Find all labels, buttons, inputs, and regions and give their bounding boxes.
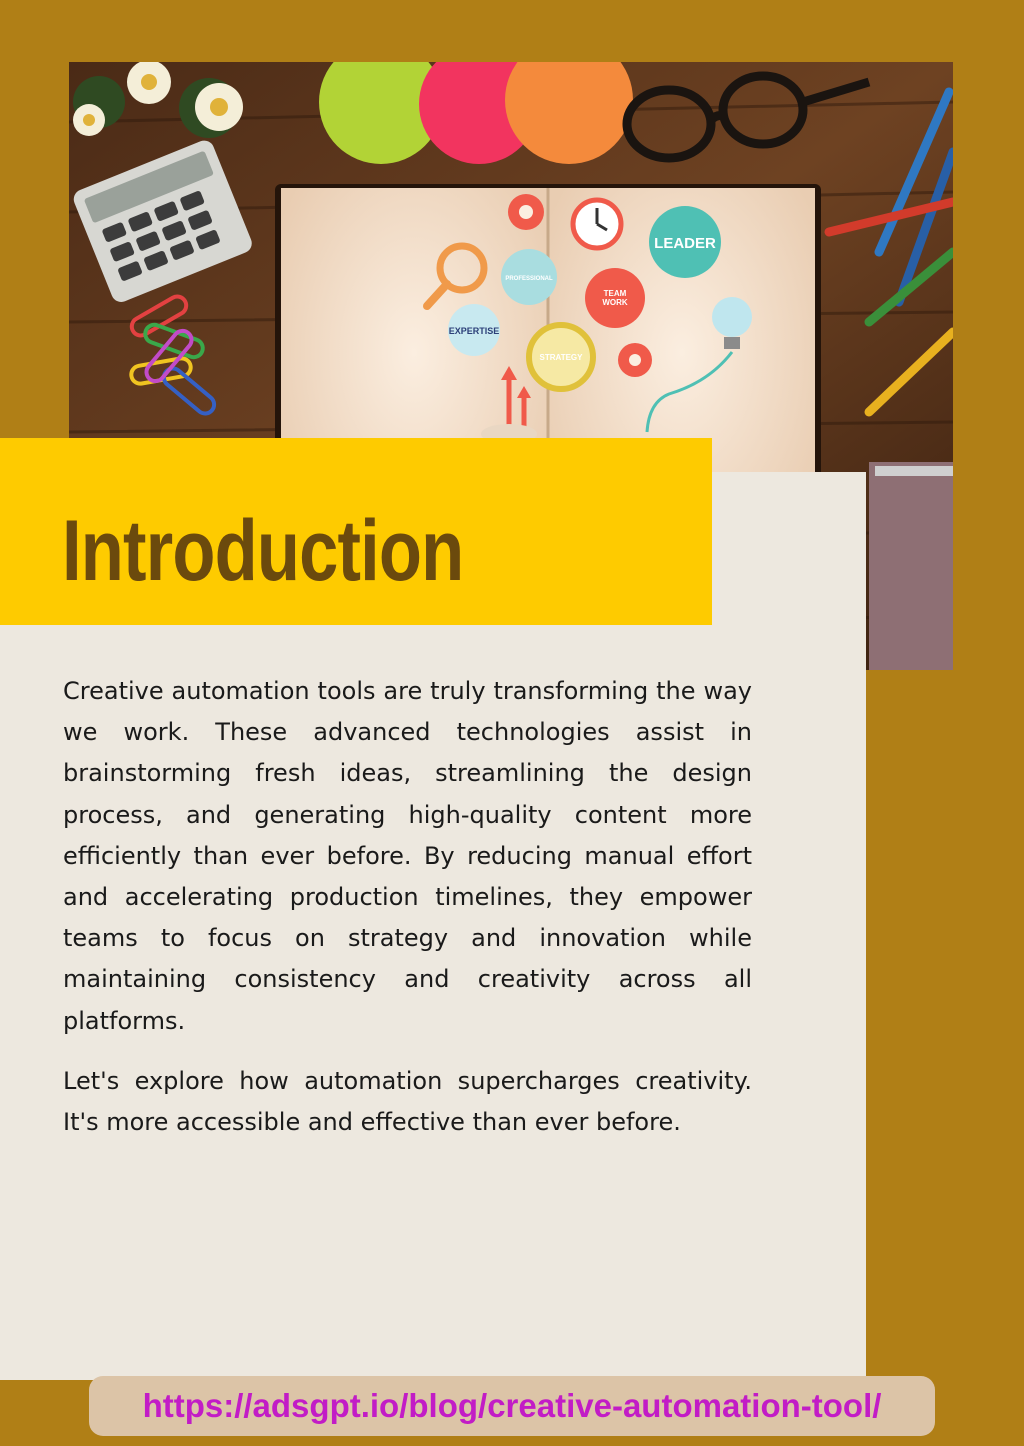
strategy-label: STRATEGY [539,353,583,362]
team-work-label-line1: TEAM [603,289,627,298]
leader-label: LEADER [654,235,716,252]
intro-paragraph: Creative automation tools are truly transforming the way we work. These advanced technologies assist in brainstorming fresh ideas, streamlining the design process, and generating high-quality content more efficiently than ever before. By reducing manual effort and accelerating production timelines, they empower teams to focus on strategy and innovation while maintaining consistency and creativity across all platforms. [63,677,752,1035]
professional-label: PROFESSIONAL [505,276,553,282]
blog-url-link[interactable] [89,1376,935,1436]
notepad-decoration [869,462,953,670]
blog-url-text: https://adsgpt.io/blog/creative-automation-tool/ [142,1387,882,1424]
expertise-label: EXPERTISE [448,326,500,336]
page-title: Introduction [62,503,464,599]
sticky-notes-decoration [319,62,633,164]
explore-paragraph: Let's explore how automation supercharges creativity. It's more accessible and effective than ever before. [63,1066,752,1137]
intro-body [63,671,752,1162]
team-work-label-line2: WORK [602,298,628,307]
